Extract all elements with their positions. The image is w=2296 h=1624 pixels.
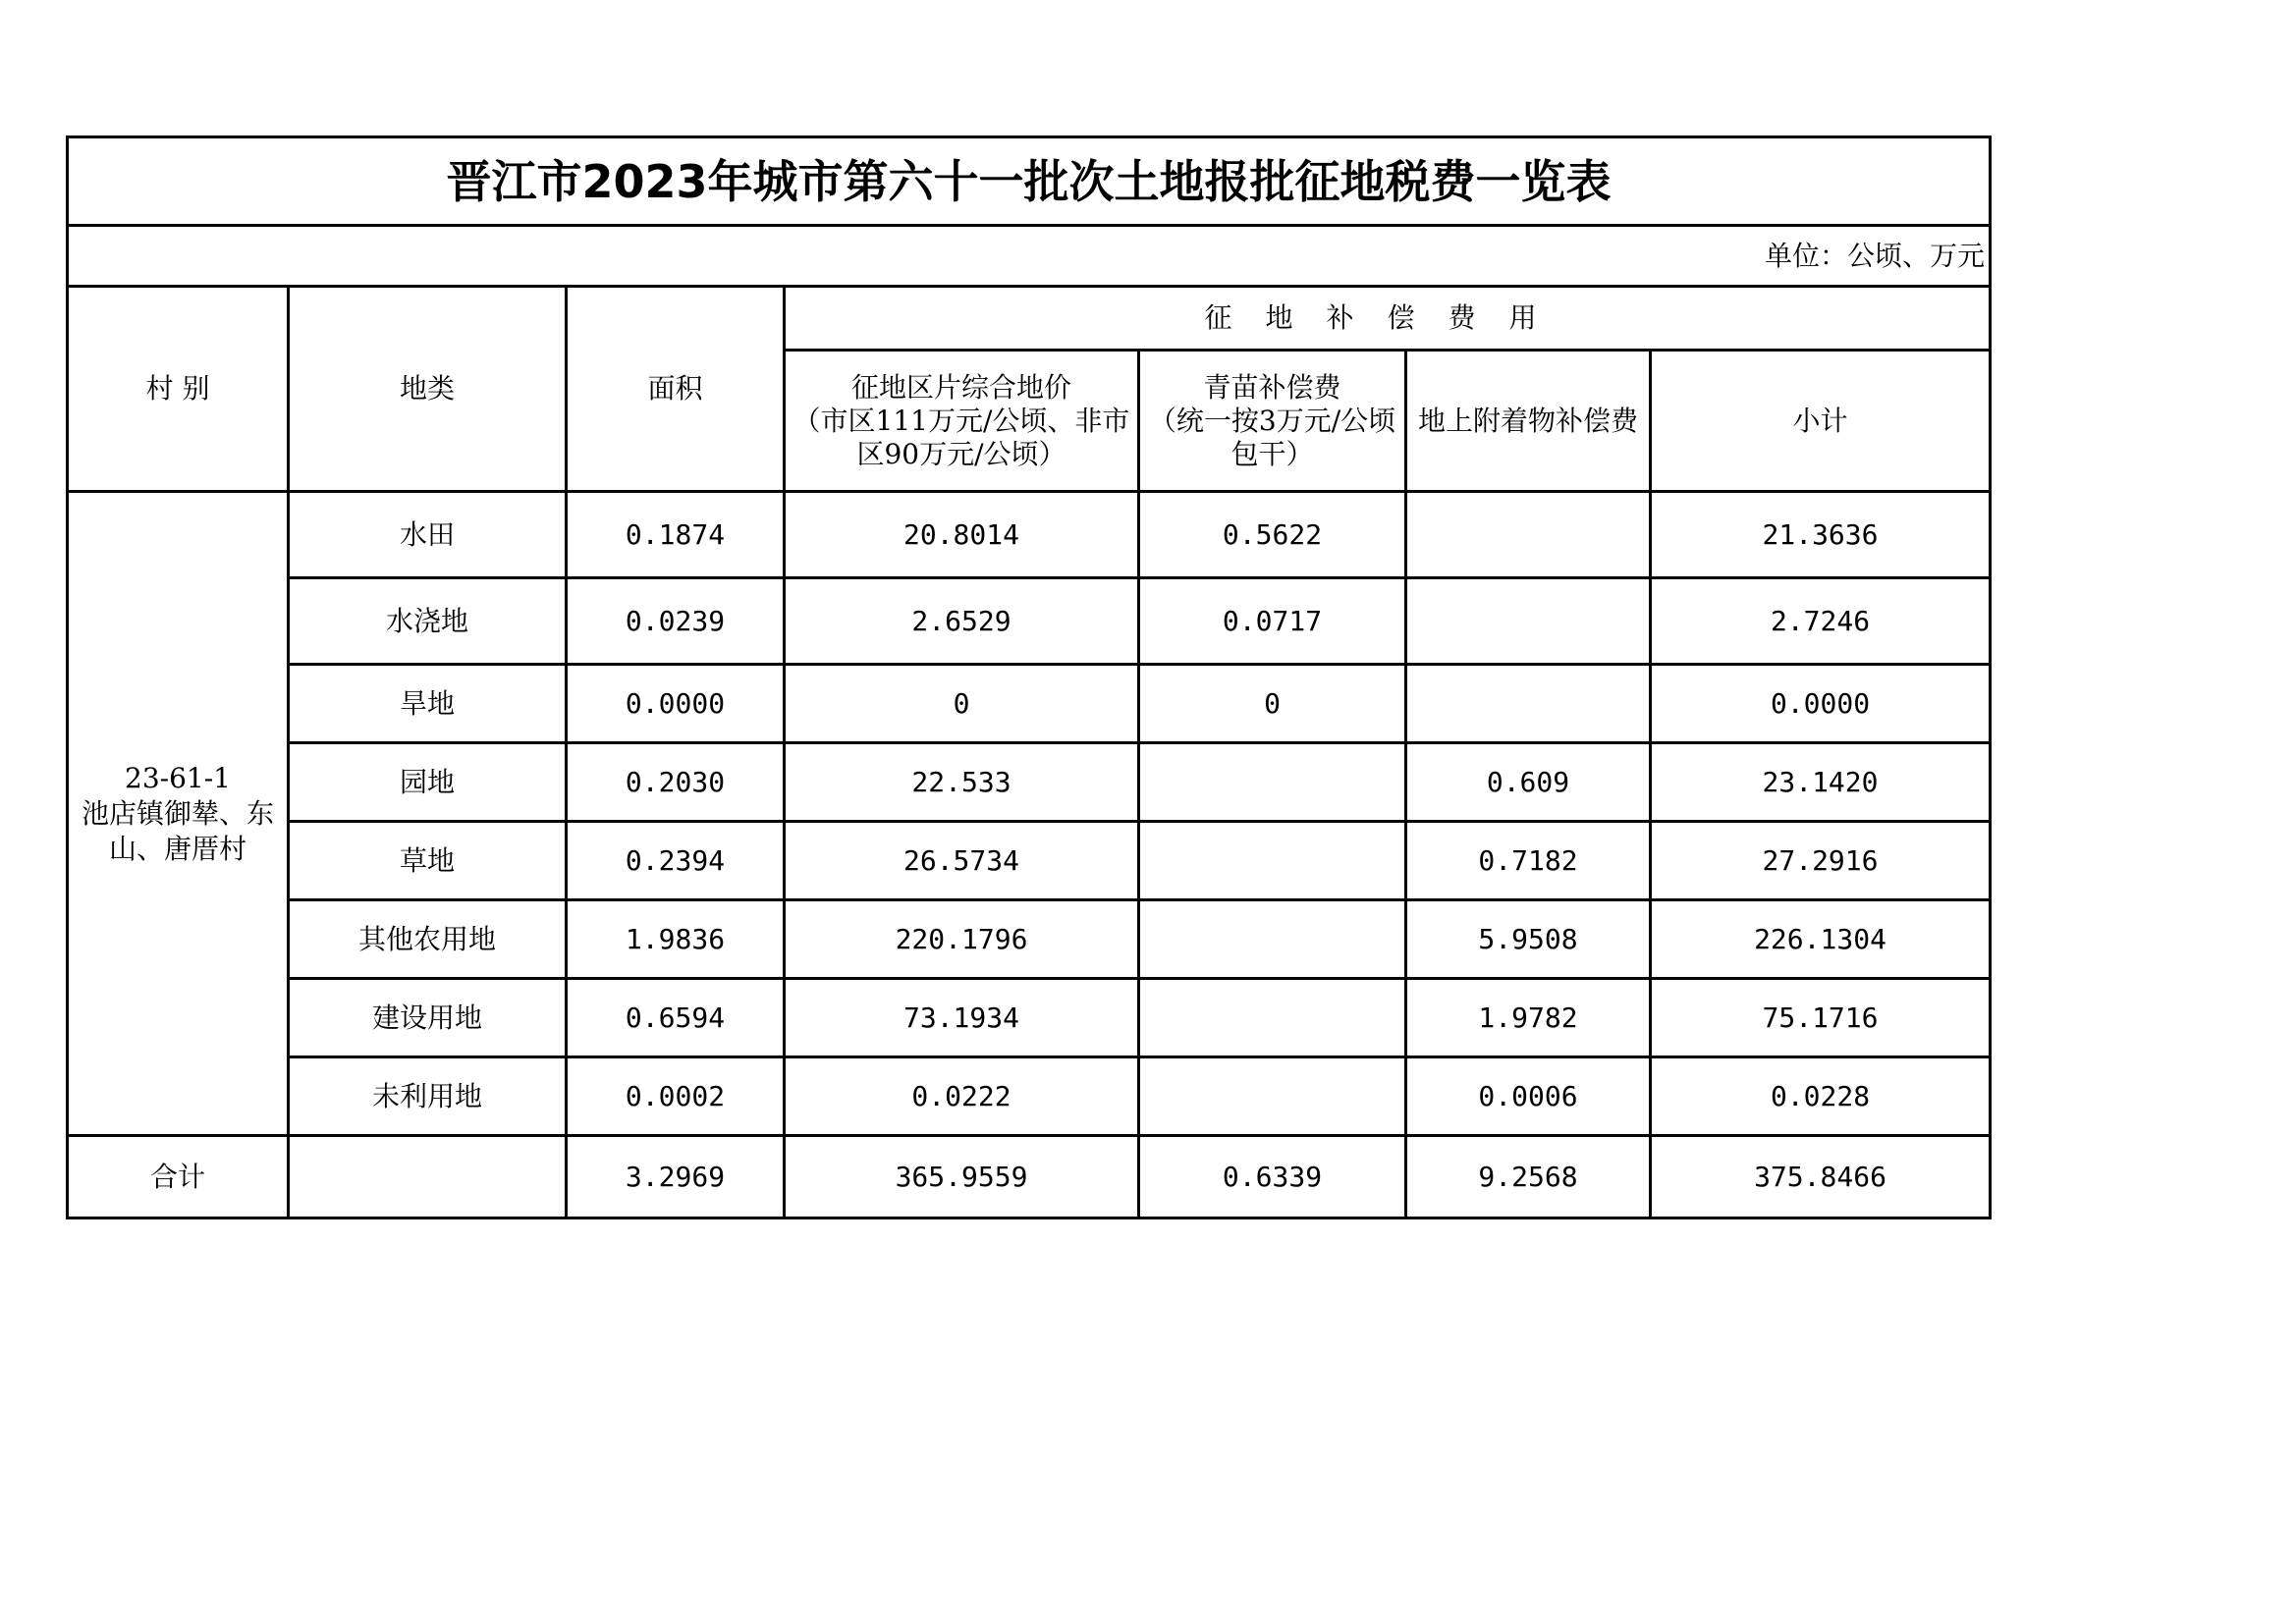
- table-row: [68, 665, 1991, 743]
- subtotal-cell: 75.1716: [1651, 979, 1991, 1057]
- subtotal-cell: 0.0228: [1651, 1057, 1991, 1136]
- table-row: [68, 822, 1991, 900]
- zone-price-cell: 2.6529: [785, 578, 1139, 665]
- land-tax-table: [66, 135, 1992, 1219]
- total-row: [68, 1136, 1991, 1218]
- seedling-cell: [1139, 979, 1406, 1057]
- area-cell: 1.9836: [567, 900, 785, 979]
- header-area: 面积: [567, 287, 785, 492]
- table-row: [68, 492, 1991, 578]
- attachments-cell: [1406, 665, 1651, 743]
- area-cell: 0.0002: [567, 1057, 785, 1136]
- land-type-cell: 园地: [289, 743, 567, 822]
- area-cell: 0.0000: [567, 665, 785, 743]
- table-row: [68, 979, 1991, 1057]
- header-seedling-line1: 青苗补偿费: [1203, 370, 1341, 404]
- unit-label: 单位：公顷、万元: [68, 226, 1991, 287]
- seedling-cell: 0.5622: [1139, 492, 1406, 578]
- land-type-cell: 未利用地: [289, 1057, 567, 1136]
- header-compensation-group: 征地补偿费用: [785, 287, 1991, 351]
- zone-price-cell: 73.1934: [785, 979, 1139, 1057]
- header-zone-price-line1: 征地区片综合地价: [850, 370, 1071, 404]
- header-land-type: 地类: [289, 287, 567, 492]
- subtotal-cell: 23.1420: [1651, 743, 1991, 822]
- header-village: 村 别: [68, 287, 289, 492]
- total-seedling-cell: 0.6339: [1139, 1136, 1406, 1218]
- zone-price-cell: 0: [785, 665, 1139, 743]
- header-zone-price-line2: （市区111万元/公顷、非市区90万元/公顷）: [793, 404, 1130, 470]
- zone-price-cell: 220.1796: [785, 900, 1139, 979]
- table-row: [68, 743, 1991, 822]
- total-subtotal-cell: 375.8466: [1651, 1136, 1991, 1218]
- attachments-cell: 0.0006: [1406, 1057, 1651, 1136]
- seedling-cell: [1139, 743, 1406, 822]
- subtotal-cell: 226.1304: [1651, 900, 1991, 979]
- attachments-cell: 0.7182: [1406, 822, 1651, 900]
- subtotal-cell: 27.2916: [1651, 822, 1991, 900]
- subtotal-cell: 21.3636: [1651, 492, 1991, 578]
- attachments-cell: 5.9508: [1406, 900, 1651, 979]
- village-name: 池店镇御辇、东山、唐厝村: [81, 796, 274, 865]
- seedling-cell: [1139, 1057, 1406, 1136]
- total-area-cell: 3.2969: [567, 1136, 785, 1218]
- table-title: 晋江市2023年城市第六十一批次土地报批征地税费一览表: [68, 137, 1991, 226]
- subtotal-cell: 2.7246: [1651, 578, 1991, 665]
- table-row: [68, 578, 1991, 665]
- area-cell: 0.2394: [567, 822, 785, 900]
- table-row: [68, 1057, 1991, 1136]
- land-type-cell: 旱地: [289, 665, 567, 743]
- zone-price-cell: 26.5734: [785, 822, 1139, 900]
- attachments-cell: 1.9782: [1406, 979, 1651, 1057]
- total-zone-price-cell: 365.9559: [785, 1136, 1139, 1218]
- land-type-cell: 草地: [289, 822, 567, 900]
- area-cell: 0.2030: [567, 743, 785, 822]
- area-cell: 0.0239: [567, 578, 785, 665]
- total-label: 合计: [68, 1136, 289, 1218]
- header-zone-price: [785, 351, 1139, 492]
- attachments-cell: 0.609: [1406, 743, 1651, 822]
- zone-price-cell: 20.8014: [785, 492, 1139, 578]
- area-cell: 0.1874: [567, 492, 785, 578]
- land-type-cell: 建设用地: [289, 979, 567, 1057]
- header-attachments: 地上附着物补偿费: [1406, 351, 1651, 492]
- attachments-cell: [1406, 492, 1651, 578]
- land-type-cell: 水田: [289, 492, 567, 578]
- village-name-cell: [68, 492, 289, 1136]
- table-row: [68, 900, 1991, 979]
- seedling-cell: 0: [1139, 665, 1406, 743]
- seedling-cell: [1139, 900, 1406, 979]
- header-subtotal: 小计: [1651, 351, 1991, 492]
- total-land-type-cell: [289, 1136, 567, 1218]
- header-seedling-line2: （统一按3万元/公顷包干）: [1148, 404, 1396, 470]
- zone-price-cell: 0.0222: [785, 1057, 1139, 1136]
- zone-price-cell: 22.533: [785, 743, 1139, 822]
- attachments-cell: [1406, 578, 1651, 665]
- village-code: 23-61-1: [125, 761, 231, 794]
- header-seedling: [1139, 351, 1406, 492]
- seedling-cell: 0.0717: [1139, 578, 1406, 665]
- area-cell: 0.6594: [567, 979, 785, 1057]
- seedling-cell: [1139, 822, 1406, 900]
- land-type-cell: 水浇地: [289, 578, 567, 665]
- subtotal-cell: 0.0000: [1651, 665, 1991, 743]
- land-type-cell: 其他农用地: [289, 900, 567, 979]
- total-attachments-cell: 9.2568: [1406, 1136, 1651, 1218]
